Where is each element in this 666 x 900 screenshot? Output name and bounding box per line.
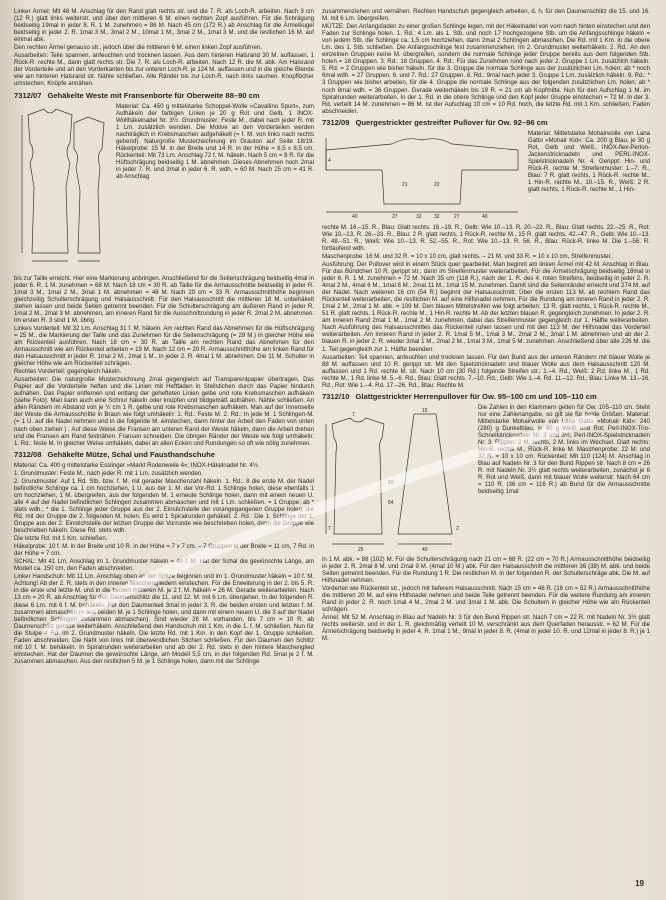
dim-label: 27 [454, 213, 460, 220]
pattern-number: 7312/09 [322, 117, 350, 127]
dim-label: 40 [422, 546, 428, 553]
vest-body-3: Rechtes Vorderteil: gegengleich häkeln. [14, 368, 122, 376]
hat-body-4: Die letzte Rd. mit 1 Km. schließen. [14, 535, 108, 543]
dim-label: 32 [434, 213, 440, 220]
dim-label: 50 [388, 479, 394, 486]
pullover-body-4: Ausarbeiten: Teil spannen, anfeuchten und trocknen lassen. Für den Bund aus der unteren Rändern mit blauer Wolle je 88 M. auffassen und 10 R. gerippt str. Mit den Spielstricknadeln und blauer Wolle aus dem Halsausschnitt 120 M. auffassen und 1 Rd. rechte M. str. Nach 10 cm (30 Rd.) folgende Streifen str.: 1.–4. Rd., Weiß: 2 Rd. linke M., 1 Rd. rechte M., 1 Rd. linke M. 5.–6. Rd., Blau: Glatt rechts. 7.–10. Rd., Gelb: Wie 1.–4. Rd. 11.–12. Rd., Blau: Linke M. 13.–16. Rd., Rot: Wie 1.–4. Rd. 17.–26. Rd., Blau: Rechte M. [322, 353, 650, 389]
page-number: 19 [635, 879, 644, 888]
pullover-figure-row [322, 130, 650, 222]
pattern-heading-7312-09 [322, 118, 650, 127]
dim-label: 21 [402, 181, 408, 188]
dim-label: 40 [482, 213, 488, 220]
right-top-1: zusammenziehen und vernähen. Rechten Handschuh gegengleich arbeiten, d. h. für den Daumenschlitz die 15. und 16. M. mit 6 Lm. übergreifen. [322, 8, 650, 23]
vest-body-2: Linkes Vorderteil: Mit 32 Lm. Anschlag 31 f. M. häkeln. Am rechten Rand das Abnehmen für die Hüftschrägung = 25 M., die Markierung der Taille und das Zunehmen für die Seitenschrägung (= 29 M.) in gleicher Höhe wie am Rückenteil ausführen. Nach 18 cm = 30 R. ab Taille am rechten Rand das Abnehmen für den Armausschnitt wie am Rückenteil arbeiten = 19 M. Nach 12 cm = 20 R. Armausschnitthöhe am linken Rand für den Halsausschnitt in jeder R. 1mal 2 M., 2mal 1 M., in jeder 2. R. 4mal 1 M. abnehmen. Die 11 M. Schulter in gleicher Höhe wie am Rückenteil schrägen. [14, 324, 314, 368]
pullover-body-2: Maschenprobe: 16 M. und 32 R. = 10 x 10 cm, glatt rechts. – 21 M. und 33 R. = 10 x 10 cm, Streifenmuster. [322, 252, 612, 260]
hat-body-7: Linker Handschuh: Mit 11 Lm. Anschlag oben an der Spitze beginnen und im 1. Grundmuster häkeln = 10 f. M. Achtung! Ab der 2. R. stets in den inneren Maschengliedern einstechen. Für die Erweiterung in der 2. bis 5. R. in die erste und letzte M. und in die beiden mittleren M. je 2 f. M. häkeln = 26 M. Gerade weiterarbeiten. Nach 13 cm = 20 R. ab Anschlag für den Daumenschlitz die 11. und 12. M. mit 6 Lm. übergehen. In der folgenden R. diese 6 Lm. mit 6 f. M. behäkeln. Für den Daumenkeil 3mal in jeder 3. R. die beiden ersten und letzten f. M. zusammen abmaschen (= aus beiden M. je 1 Schlinge holen, und dann mit einem neuen U. die 3 auf der Nadel befindlichen Schlingen zusammen abmaschen). Sind wieder 26 M. vorhanden, bis 7 cm = 10 R. ab Daumenschlitz gerade weiterhäkeln. Anschließend den Handschuh mit 1 Km. in die 1. f. M. schließen. Nun für die Stulpe 4 Rd. im 2. Grundmuster häkeln. Die letzte Rd. mit 1 Km. in den Kopf der 1. Gruppe schließen. Faden abschneiden. Die Naht von links mit überwendlichen Stichen schließen. Für den Daumen den Schlitz mit 10 f. M. behäkeln. In Spiralrunden weiterarbeiten und ab der 2. Rd. stets in den hintere Maschenglied einstechen. Hat der Daumen die gewünschte Länge, am Modell 5,5 cm, in der folgenden Rd. 5mal je 2 f. M. zusammen abmaschen. Aus den restlichen 5 M. je 1 Schlinge holen, dann mit der Schlinge [14, 573, 314, 665]
intro-paragraph-1: Linker Ärmel: Mit 48 M. Anschlag für den Rand glatt rechts str. und die 7. R. als Loch-R. arbeiten. Nach 3 cm (12 R.) glatt links weiterstr. und über den mittleren 6 M. einen rechten Zopf ausführen. Für die Schrägung beidseitig 19mal in jeder 8. R. 1 M. zunehmen = 86 M. Nach 45 cm (172 R.) ab Anschlag für die Ärmelkugel beidseitig in jeder 2. R. 1mal 3 M., 3mal 2 M., 10mal 1 M., 3mal 2 M., 1mal 3 M. und die restlichen 16 M. auf einmal abk. [14, 8, 314, 44]
dim-label: 2 [456, 525, 459, 532]
pattern-title: Glattgestrickter Herrenpullover für Ow. 95–100 cm und 105–110 cm [355, 391, 597, 401]
pattern-title: Gehäkelte Mütze, Schal und Fausthandschuhe [47, 449, 215, 459]
dim-label: 32 [416, 213, 422, 220]
hat-body-3: 2. Grundmuster: Auf 1 Rd. Stb. bzw. f. M. mit gerader Maschenzahl häkeln. 1. Rd.: 8 die erste M. der Nadel befindliche Schlinge ca. 1 cm hochziehen, 1 U. aus der 1. M. der Vor-Rd. 1 Schlinge holen, diese ebenfalls 1 cm hochziehen, 1 M. übergreifen, aus der folgenden M. 1 erneute Schlinge holen, dann mit einem neuen U. alle 4 auf der Nadel befindlichen Schlingen zusammen abmaschen und mit 1 Lm. schließen. = 1 Gruppe; ab * stets wdh., * die 1. Schlinge jeder Gruppe aus der 2. Einstichstelle der vorangegangenen Gruppe holen, die Rd. mit der Gruppe die 2. folgenden M. holen. Es wird 1 Spiralrunden gehäkelt. 2. Rd.: Die 1. Schlinge der 1. Gruppe aus der 2. Einstichstelle der letzten Gruppe der Vorrunde wie beschrieben holen, dann die Gruppe wie beschrieben häkeln. Diese Rd. stets wdh. [14, 477, 314, 535]
pattern-heading-7312-08 [14, 450, 314, 459]
pattern-number: 7312/08 [14, 449, 42, 459]
pattern-heading-7312-07 [14, 91, 314, 100]
dim-label: 22 [434, 181, 440, 188]
pattern-title: Quergestrickter gestreifter Pullover für Ow. 92–96 cm [355, 117, 548, 127]
right-column [322, 8, 650, 892]
pullover-materials-text: Material: Mittelstarke Mohairwolle von Lana Gatto »Mohair Kid«: Ca. 200 g Blau, je 30 g Rot, Gelb und Weiß, INOX-flex-Perlon-Jackenstricknadeln und PERL-INOX-Spielstricknadeln Nr. 4. Gerippt: Hin- und Rück-R. rechte M. Streifenmuster: 1.–7. R., Blau: 7 R. glatt rechts, 1 Rück-R. rechte M., 1 Hin-R. rechte M., 10.–15. R., Weiß: 2 R. glatt rechts, 1 Rück-R. rechte M., 1 Hin- [528, 129, 650, 194]
mens-pullover-materials-text: Die Zahlen in den Klammern gelten für Ow. 105–110 cm. Steht nur eine Zahlenangabe, so gilt sie für beide Größen. Material: Mittelstarke Mohairwolle von Lana Gatto »Mohair Kid«: 240 (280) g Dunkelblau, je 40 g Weiß und Rot; Perl-INOX-Trio-Schnellstricknadeln Nr. 3 und 3½; Perl-INOX-Spielstricknadeln Nr. 3. Rippen: 2 M. rechts, 2 M. links im Wechsel. Glatt rechts: Hin-R. rechte M., Rück-R. linke M. Maschenprobe: 22 M. und 32 R. = 10 x 10 cm. Rückenteil: Mit 110 (124) M. Anschlag in Blau auf Nadeln Nr. 3 für den Bund Rippen str. Nach 8 cm = 26 R. mit Nadeln Nr. 3½ glatt rechts weiterarbeiten, zunächst je 6 R. Rot und Weiß, dann mit blauer Wolle weiterstr. Nach 64 cm = 110 R. (36 cm = 116 R.) ab Bund für die Armausschnitte beidseitig 1mal [478, 403, 650, 496]
pattern-heading-7312-10 [322, 392, 650, 401]
dim-label: 7 [352, 411, 355, 418]
right-top-2: MÜTZE: Den Anfangsfaden zu einer großen Schlinge legen, mit der Häkelnadel von vorn nach hinten einstechen und den Faden zur Schlinge holen. 1. Rd.: 4 Lm. als 1. Stb. und noch 17 hochgezogene Stb. um die Anfangsschlinge häkeln = von jedem Stb. die Schlinge ca. 1,5 cm hochziehen, dann 2mal 2 Schlingen abmaschen. Die Rd. mit 1 Km. in die obere Lm. des 1. Stb. schließen. Die Anfangsschlinge fest zusammenziehen. Im 2. Grundmuster weiterhäkeln. 2. Rd.: An den einzelnen Gruppen keine M. übergreifen, sondern die normale Schlinge jeder Gruppe bereits aus dem folgenden Stb. holen = 18 Gruppen. 3. Rd.: 18 Gruppen. 4. Rd.: Für das Zunehmen rund nach jeder 2. Gruppe 1 Lm. zusätzlich häkeln. 5. Rd. = 2 Gruppen wie bisher häkeln, für die 3. Gruppe die normale Schlinge aus der zusätzlichen Lm. holen; ab * noch 6mal wdh. = 27 Gruppen. 6. und 7. Rd.: 27 Gruppen. 8. Rd.: 9mal nach jeder 3. Gruppe 1 Lm. zusätzlich häkeln. 9. Rd.: * 3 Gruppen wie bisher arbeiten, für die 4. Gruppe die normale Schlinge aus der folgenden zusätzlichen Lm. holen; ab * noch 8mal wdh. = 36 Gruppen. Gerade weiterhäkeln bis 19 R. = 21 cm ab Kopfmitte. Nun für den Aufschlag 1 M. im Spiralrunden weiterarbeiten. In der 1. Rd. in die obere Schlinge und den Kopf jeder Gruppe einstechen = 72 M. In der 3. Rd. verteilt 14 M. zunehmen = 86 M. Ist der Aufschlag 10 cm = 10 Rd. hoch, die letzte Rd. mit 1 Km. schließen, Faden abschneiden. [322, 23, 650, 115]
mens-pullover-figure-row [322, 404, 650, 554]
pullover-schematic-diagram [322, 130, 522, 222]
vest-body-4: Ausarbeiten: Die naturgroße Musterzeichnung 2mal gegengleich auf Transparentpapier übertragen. Das Papier auf die Vorderteile heften und die Linien mit Heftfaden in Steilstichen durch das Papier hindurch aufnähen. Das Papier entfernen und entlang der gehefteten Linien gelbe und rote Krebsmaschen aufhäkeln (siehe Foto). Man kann auch eine Schnur häkeln oder knüpfen und bildgemäß aufnähen. Nähte schließen. An allen Rändern im Abstand von je ½ cm 1 R. gelbe und rote Krebsmaschen aufhäkeln. Man auf der Innenseite der Weste die Armausschnitte in Braun wie folgt umhäkeln: 1. Rd.: Feste M. 2. Rd.: In jede M. 1 Schlingen-M. (= 1 U. auf die Nadel nehmen und in die folgende M. einstechen, dann hinter der Arbeit den Faden von unten nach oben ziehen ) . Auf diese Weise die Fransen am unteren Rand der Weste häkeln, dann die Arbeit drehen und die Fransen am Rand festnähen. Fransen schneiden. Die übrigen Ränder der Weste wie folgt umhäkeln: 1. Rd.: feste M. In gleicher Weise umhäkeln, dabei an allen Ecken und Rundungen so oft wie nötig zunehmen. [14, 376, 314, 447]
hat-body-1: Material: Ca. 400 g mittelstarke Esslinger »Markt Rodenweile 4«; INOX-Häkelnadel Nr. 4½. [14, 461, 260, 469]
vest-figure-row [14, 103, 314, 273]
vest-materials-text: Material: Ca. 450 g mittelstarke Schoppel-Wolle »Cavallino Sport«, zum Aufhäkeln der farbigen Linien je 20 g Rot und Gelb, 1 INOX-Wollhäkelnadel Nr. 3½. Grundmuster: Feste M., dabei nach jeder R. mit 1 Lm. zusätzlich wenden. Die Motive an den Vorderteilen werden nachträglich in Krebsmaschen aufgehäkelt (= f. M. von links nach rechts gehend). Naturgroße Musterzeichnung im Grauton auf Seite 18/19. Häkelprobe: 15 M. in der Breite und 14 R. in der Höhe = 8,5 x 8,5 cm. Rückenteil: Mit 73 Lm. Anschlag 72 f. M. häkeln. Nach 5 cm = 8 R. für die Hüftschrägung beidseitig 1 M. abnehmen. Dieses Abnehmen noch 2mal in jeder 7. R. und 3mal in jeder 6. R. wdh. = 60 M. Nach 25 cm = 41 R. ab Anschlag [116, 102, 314, 180]
pullover-body-3: Ausführung: Der Pullover wird in einem Stück quer gearbeitet. Man beginnt am linken Ärmel mit 42 M. Anschlag in Blau. Für das Bündchen 10 R. gerippt str., dann im Streifenmuster weiterarbeiten. Für die Ärmelschrägung beidseitig 18mal in jeder 6. R. 1 M. zunehmen = 72 M. Nach 35 cm (118 R.), nach der 1. R. des 4. roten Streifens, beidseitig in jeder 2. R. 4mal 2 M., 4mal 6 M., 1mal 8 M., 2mal 11 M., 1mal 15 M. zunehmen. Damit sind die Seitenränder erreicht und 274 M. auf der Nadel. Nach weiteren 16 cm (54 R.) beginnt der Halsausschnitt. Über die ersten 113 M. ab rechtem Rand das Rückenteil weiterarbeiten, die restlichen M. auf eine Hilfsnadel nehmen. Für die Rundung am inneren Rand in jeder 2. R. 1mal 2 M., 2mal 1 M. abk. = 109 M. Den blauen Mittelstreifen wie folgt arbeiten: 13 R. glatt rechts, 1 Rück-R. rechte M., 51 R. glatt rechts, 1 Rück-R. rechte M., 1 Hin-R. rechte M. Ab der letzten blauen R. gegengleich zunehmen. In jeder 2. R. am inneren Rand 2mal 1 M., 1mal 2 M. zunehmen, dabei das Streifenmuster gegengleich zur 1. Hälfte weiterarbeiten. Nach Ausführung des Halsausschnittes das Rückenteil ruhen lassen und mit den 113 M. der Hilfsnadel das Vorderteil weiterarbeiten. Am inneren Rand in jeder 2. R. 1mal 5 M., 1mal 3 M., 2mal 2 M., 3mal 1 M. abnehmen und ab der 2. blauen R. in jeder 2. R. wieder 3mal 1 M., 2mal 2 M., 1mal 3 M., 1mal 5 M. zunehmen. Anschließend über alle 226 M. die 1. Teil gegengleich zur 1. Hälfte beenden. [322, 260, 650, 353]
mens-pullover-body-2: Vorderteil wie Rückenteil str., jedoch mit tieferem Halsausschnitt. Nach 15 cm = 48 R. (16 cm = 52 R.) Armausschnitthöhe die mittleren 20 M. auf eine Hilfsnadel nehmen und beide Teile getrennt beenden. Für die weitere Rundung am inneren Rand in jeder 2. R. noch 1mal 4 M., 2mal 2 M. und 3mal 1 M. abk. Die Schultern in gleicher Höhe wie am Rückenteil schrägen. [322, 584, 650, 614]
dim-label: 15 [422, 407, 428, 414]
pullover-body-1: rechte M. 16.–15. R., Blau: Glatt rechts. 16.–19. R., Gelb: Wie 10.–13. R. 20.–22. R., Blau: Glatt rechts. 22.–25. R., Rot: Wie 10.–13. R. 26.–33. R., Blau: 2 R. glatt rechts, 1 Rück-R. rechte M., 15 R. glatt rechts. 42.–47. R., Gelb: Wie 10.–13. R. 48.–51. R., Weiß: Wie 10.–13. R. 52.–55. R., Rot: Wie 10.–13. R. 56. R., Blau: Rück-R. linke M. Die 1.–56. R. fortlaufend wdh. [322, 223, 650, 252]
dim-label: 64 [388, 499, 394, 506]
dim-label: 4 [328, 157, 331, 164]
pattern-number: 7312/07 [14, 90, 42, 100]
hat-body-2: 1. Grundmuster: Feste M., nach jeder R. mit 1 Lm. zusätzlich wenden. [14, 469, 203, 477]
dim-label: 25 [358, 546, 364, 553]
pattern-title: Gehäkelte Weste mit Fransenborte für Oberweite 88–90 cm [47, 90, 260, 100]
hat-body-5: Häkelprobe: 10 f. M. in der Breite und 10 R. in der Höhe = 7 x 7 cm. – 7 Gruppen in der Breite = 11 cm, 7 Rd. in der Höhe = 7 cm. [14, 543, 314, 558]
intro-paragraph-2: Den rechten Ärmel genauso str., jedoch über die mittleren 6 M. einen linken Zopf ausführen. [14, 44, 262, 52]
mens-pullover-body-1: in 1 M. abk. = 88 (102) M. Für die Schulterschrägung nach 21 cm = 68 R. (22 cm = 70 R.) Armausschnitthöhe beidseitig in jeder 2. R. 2mal 8 M. und 2mal 9 M. (4mal 10 M.) abk. Für den Halsausschnitt die mittleren 36 (38) M. abk. und beide Seiten getrennt beenden. Für die Rundung 1 R. Die restlichen M. in der folgenden R. der Schulterschräge abk. Die M. auf Hilfsnadel nehmen. [322, 555, 650, 584]
hat-body-6: SCHAL: Mit 41 Lm. Anschlag im 1. Grundmuster häkeln = 40 f. M. Hat der Schal die gewünschte Länge, am Modell ca. 150 cm, den Faden abschneiden. [14, 558, 314, 573]
left-column [14, 8, 314, 892]
dim-label: 27 [392, 213, 398, 220]
vest-body-1: bis zur Taille erreicht. Hier eine Markierung anbringen. Anschließend für die Seitenschrägung beidseitig 4mal in jeder 6. R. 1 M. zunehmen = 68 M. Nach 18 cm = 30 R. ab Taille für die Armausschnitte beidseitig in jeder R. 1mal 3 M., 1mal 2 M., 3mal 1 M. abnehmen = 48 M. Nach 20 cm = 33 R. Armausschnitthöhe beginnen gleichzeitig Schulterschrägung und Halsausschnitt. Für den Halsausschnitt die mittleren 18 M. unbehäkelt stehen lassen und beide Seiten getrennt beenden. Für die Schulterschrägung am äußeren Rand in jeder R. 1mal 2 M., 2mal 3 M. abnehmen, am inneren Rand für die Ausschnittrundung in jeder R. 2mal 2 M. abnehmen. Im ersten R. 3 sind 1 M. übrig. [14, 274, 314, 324]
mens-pullover-body-3: Ärmel: Mit 52 M. Anschlag in Blau auf Nadeln Nr. 3 für den Bund Rippen str. Nach 7 cm = 22 R. mit Nadeln Nr. 3½ glatt rechts weiterstr. und in der 1. R. gleichmäßig verteilt 10 M. verschränkt aus dem Querfaden herausstr. = 62 M. Für die Ärmelschrägung beidseitig in jeder 4. R. 1mal 1 M., 9mal in jeder 8. R. (4mal in jeder 10. R. und 12mal in jeder 8. R.) je 1 M. [322, 614, 650, 643]
dim-label: 7 [328, 525, 331, 532]
pattern-number: 7312/10 [322, 391, 350, 401]
intro-paragraph-3: Ausarbeiten: Teile spannen, anfeuchten und trocknen lassen. Aus dem hinteren Halsrand 30 M. auffassen, 1 Rück-R. rechte M., dann glatt rechts str. Die 7. R. als Loch-R. arbeiten. Nach 12 R. die M. abk. Am Halsrand der Vorderteile und an den Vorderkanten bis zur unteren Loch-R. je 124 M. auffassen und in die gleiche Blende wie am hinteren Halsrand str. Nähte schließen. Alle Ränder bis zur Loch-R. nach links saumen. Knopflöcher umstechen. Knöpfe annähen. [14, 52, 314, 88]
dim-label: 40 [352, 213, 358, 220]
vest-schematic-diagram [14, 103, 110, 273]
mens-pullover-schematic-diagram [322, 404, 472, 554]
